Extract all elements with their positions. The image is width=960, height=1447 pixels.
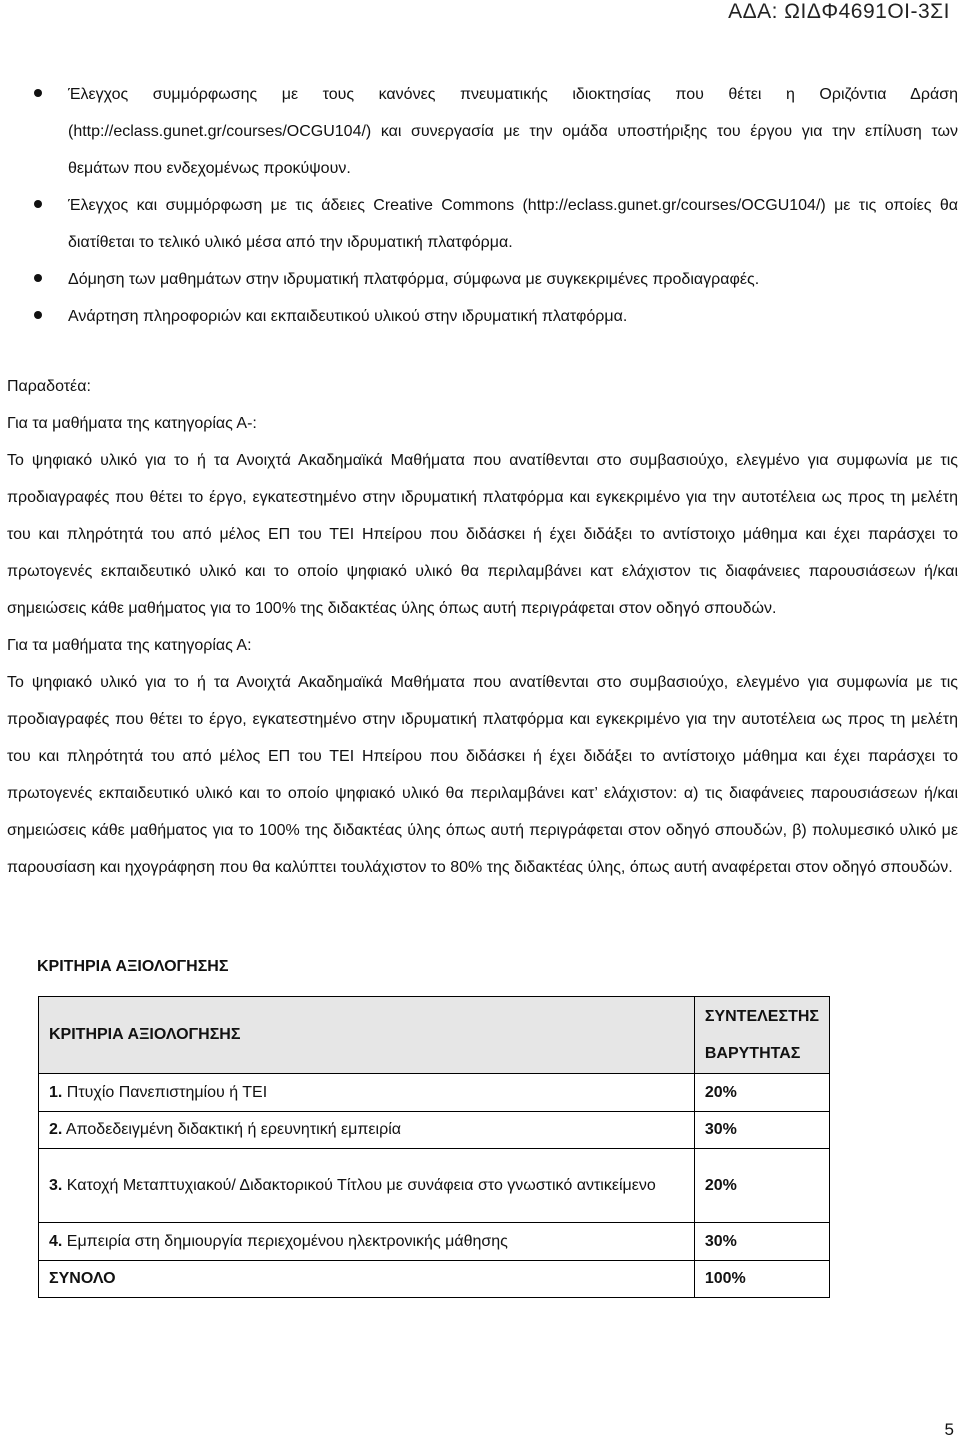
criterion-number: 2. <box>49 1121 63 1138</box>
criterion-number: 3. <box>49 1177 63 1194</box>
table-row <box>39 1112 830 1149</box>
criterion-label: Εμπειρία στη δημιουργία περιεχομένου ηλεκτρονικής μάθησης <box>62 1232 508 1250</box>
weight-cell: 20% <box>694 1149 829 1223</box>
weight-header-line1: ΣΥΝΤΕΛΕΣΤΗΣ <box>704 1008 819 1025</box>
ada-code: ΑΔΑ: ΩΙΔΦ4691ΟΙ-3ΣΙ <box>728 0 950 23</box>
table-row <box>39 1149 830 1223</box>
bullet-text: Έλεγχος και συμμόρφωση με τις άδειες Creative Commons (http://eclass.gunet.gr/courses/OCGU104/) με τις οποίες θα διατίθεται το τελικό υλικό μέσα από την ιδρυματική πλατφόρμα. <box>68 197 958 251</box>
weight-header-line2: ΒΑΡΥΤΗΤΑΣ <box>704 1045 801 1062</box>
category-a-heading: Για τα μαθήματα της κατηγορίας Α: <box>7 637 252 654</box>
criterion-cell <box>39 1112 695 1149</box>
bullet-dot <box>34 89 42 97</box>
total-row <box>39 1261 830 1298</box>
bullet-item-posting <box>0 298 958 335</box>
category-a-minus-text: Το ψηφιακό υλικό για το ή τα Ανοιχτά Ακαδημαϊκά Μαθήματα που ανατίθενται στο συμβασιούχο, ελεγμένο για συμφωνία με τις προδιαγραφές που θέτει το έργο, εγκατεστημένο στην ιδρυματική πλατφόρμα και εγκεκριμένο για την αυτοτέλεια ως προς τη μελέτη του και πληρότητά του από μέλος ΕΠ του ΤΕΙ Ηπείρου που διδάσκει ή έχει διδάξει το αντίστοιχο μάθημα και έχει παράσχει το πρωτογενές εκπαιδευτικό υλικό και το οποίο ψηφιακό υλικό θα περιλαμβάνει κατ ελάχιστον τις διαφάνειες παρουσιάσεων ή/και σημειώσεις κάθε μαθήματος για το 100% της διδακτέας ύλης όπως αυτή περιγράφεται στον οδηγό σπουδών. <box>7 452 958 617</box>
bullet-dot <box>34 311 42 319</box>
total-weight: 100% <box>694 1261 829 1298</box>
criterion-number: 4. <box>49 1232 63 1250</box>
deliverables-section <box>7 368 958 886</box>
category-a-minus-heading: Για τα μαθήματα της κατηγορίας Α-: <box>7 415 257 432</box>
criterion-cell <box>39 1074 695 1112</box>
table-row <box>39 1223 830 1261</box>
weight-cell: 30% <box>694 1112 829 1149</box>
bullet-text: Έλεγχος συμμόρφωσης με τους κανόνες πνευματικής ιδιοκτησίας που θέτει η Οριζόντια Δράση (http://eclass.gunet.gr/courses/OCGU104/) και συνεργασία με την ομάδα υποστήριξης του έργου για την επίλυση των θεμάτων που ενδεχομένως προκύψουν. <box>68 86 958 177</box>
bullet-text: Δόμηση των μαθημάτων στην ιδρυματική πλατφόρμα, σύμφωνα με συγκεκριμένες προδιαγραφές. <box>68 271 760 288</box>
weight-header-cell <box>694 997 829 1074</box>
bullet-item-structuring <box>0 261 958 298</box>
criterion-label: Πτυχίο Πανεπιστημίου ή ΤΕΙ <box>62 1083 268 1101</box>
bullet-dot <box>34 200 42 208</box>
criterion-cell <box>39 1149 695 1223</box>
bullet-item-copyright <box>0 76 958 187</box>
bullet-text: Ανάρτηση πληροφοριών και εκπαιδευτικού υλικού στην ιδρυματική πλατφόρμα. <box>68 308 628 325</box>
bullet-list <box>0 76 958 335</box>
weight-cell: 30% <box>694 1223 829 1261</box>
criterion-number: 1. <box>49 1083 63 1101</box>
deliverables-title: Παραδοτέα: <box>7 378 91 395</box>
criteria-header-cell: ΚΡΙΤΗΡΙΑ ΑΞΙΟΛΟΓΗΣΗΣ <box>39 997 695 1074</box>
page-number: 5 <box>944 1420 954 1439</box>
total-label: ΣΥΝΟΛΟ <box>39 1261 695 1298</box>
bullet-dot <box>34 274 42 282</box>
criteria-table <box>38 996 830 1298</box>
criterion-label: Κατοχή Μεταπτυχιακού/ Διδακτορικού Τίτλου με συνάφεια στο γνωστικό αντικείμενο <box>62 1177 656 1194</box>
table-row <box>39 1074 830 1112</box>
criterion-label: Αποδεδειγμένη διδακτική ή ερευνητική εμπειρία <box>62 1121 402 1138</box>
bullet-item-creative-commons <box>0 187 958 261</box>
criteria-section-title: ΚΡΙΤΗΡΙΑ ΑΞΙΟΛΟΓΗΣΗΣ <box>37 958 229 975</box>
weight-cell: 20% <box>694 1074 829 1112</box>
criterion-cell <box>39 1223 695 1261</box>
category-a-text: Το ψηφιακό υλικό για το ή τα Ανοιχτά Ακαδημαϊκά Μαθήματα που ανατίθενται στο συμβασιούχο, ελεγμένο για συμφωνία με τις προδιαγραφές που θέτει το έργο, εγκατεστημένο στην ιδρυματική πλατφόρμα και εγκεκριμένο για την αυτοτέλεια ως προς τη μελέτη του και πληρότητά του από μέλος ΕΠ του ΤΕΙ Ηπείρου που διδάσκει ή έχει διδάξει το αντίστοιχο μάθημα και έχει παράσχει το πρωτογενές εκπαιδευτικό υλικό και το οποίο ψηφιακό υλικό θα περιλαμβάνει κατ’ ελάχιστον: α) τις διαφάνειες παρουσιάσεων ή/και σημειώσεις κάθε μαθήματος για το 100% της διδακτέας ύλης όπως αυτή περιγράφεται στον οδηγό σπουδών, β) πολυμεσικό υλικό με παρουσίαση και ηχογράφηση που θα καλύπτει τουλάχιστον το 80% της διδακτέας ύλης, όπως αυτή αναφέρεται στον οδηγό σπουδών. <box>7 674 958 876</box>
criteria-table-header <box>39 997 830 1074</box>
